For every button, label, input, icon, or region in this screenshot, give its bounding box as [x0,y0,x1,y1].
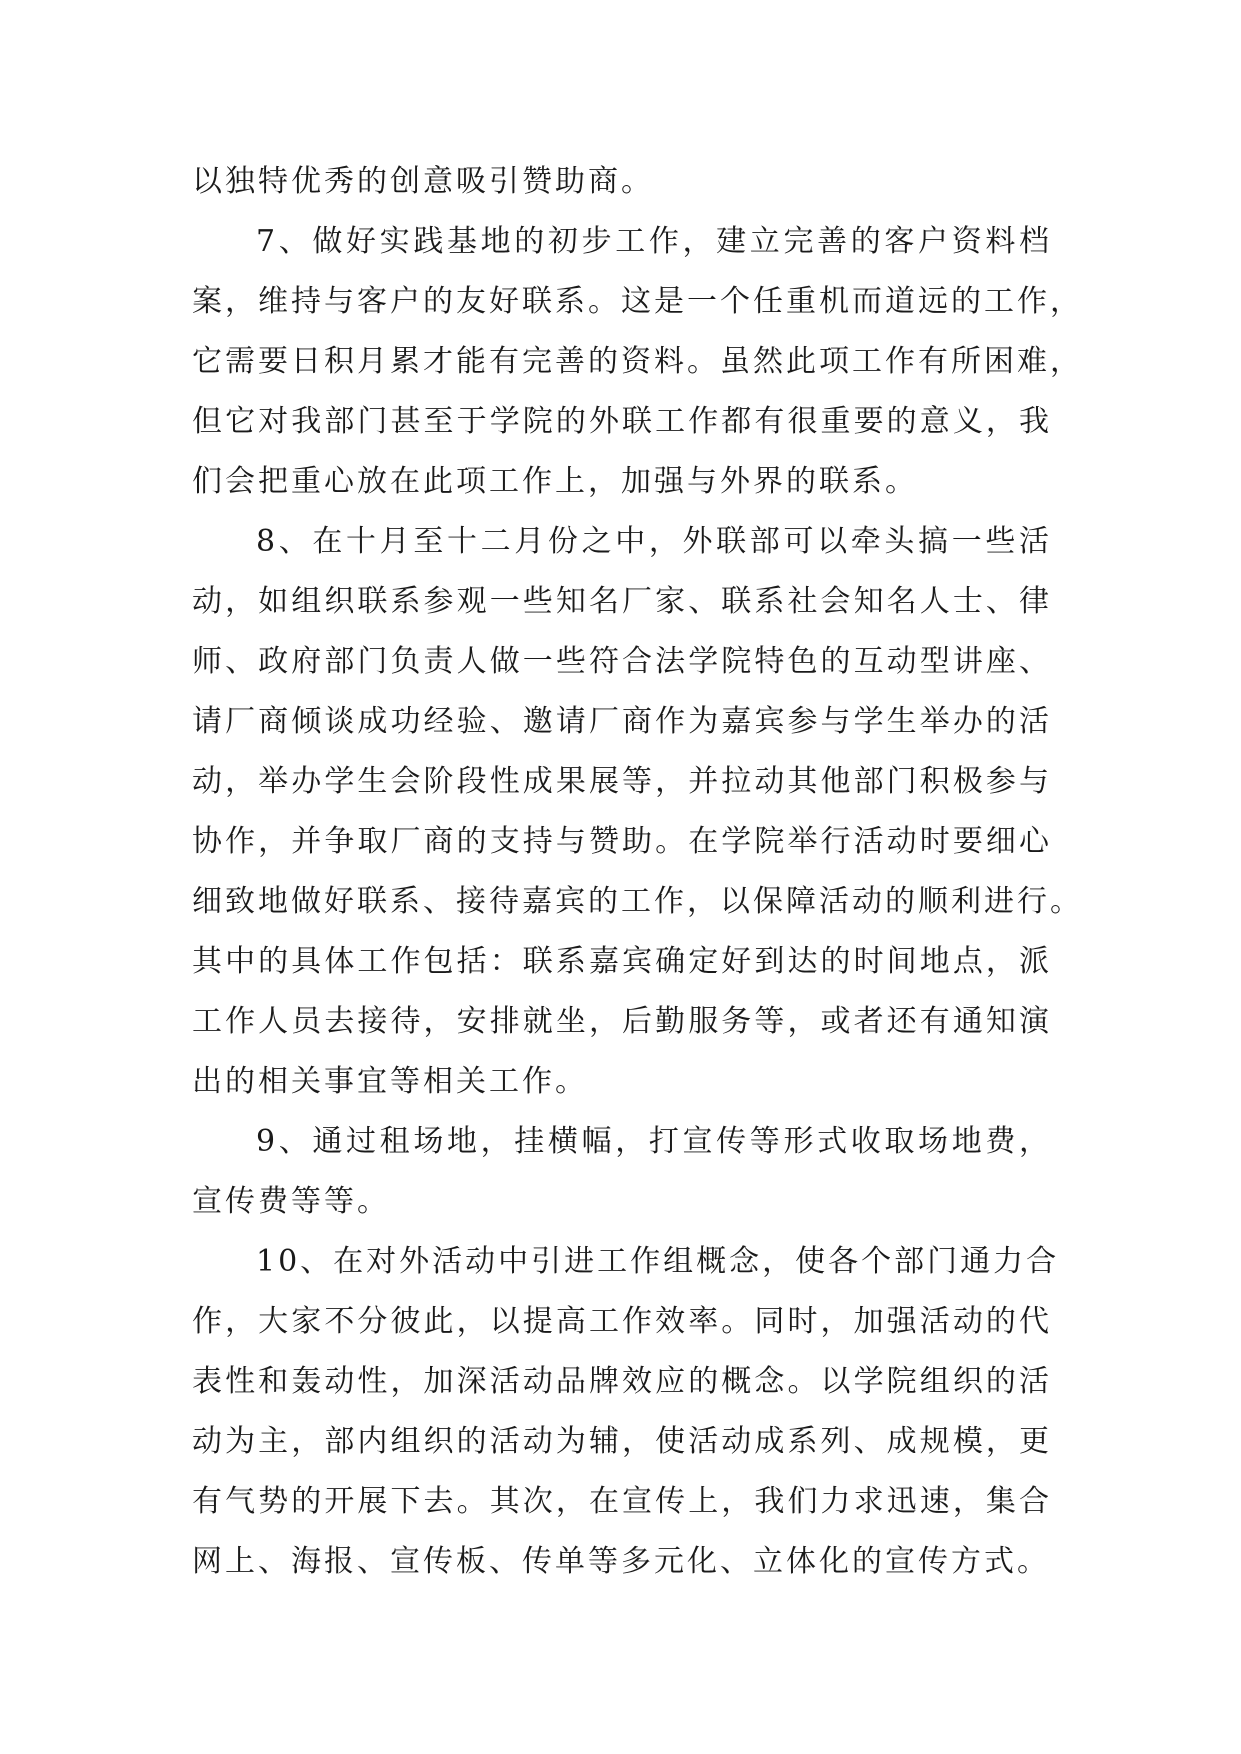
document-body [192,152,1083,1592]
text-line: 协作，并争取厂商的支持与赞助。在学院举行活动时要细心 [192,824,1052,859]
paragraph-8-start: 8、在十月至十二月份之中，外联部可以牵头搞一些活 [256,524,1052,559]
text-line: 们会把重心放在此项工作上，加强与外界的联系。 [192,464,918,499]
text-line: 以独特优秀的创意吸引赞助商。 [192,164,654,199]
text-line: 动，如组织联系参观一些知名厂家、联系社会知名人士、律 [192,584,1052,619]
text-line: 请厂商倾谈成功经验、邀请厂商作为嘉宾参与学生举办的活 [192,704,1052,739]
text-line: 细致地做好联系、接待嘉宾的工作，以保障活动的顺利进行。 [192,884,1083,919]
text-line: 其中的具体工作包括：联系嘉宾确定好到达的时间地点，派 [192,944,1052,979]
text-line: 宣传费等等。 [192,1184,390,1219]
text-line: 作，大家不分彼此，以提高工作效率。同时，加强活动的代 [192,1304,1052,1339]
text-line: 动，举办学生会阶段性成果展等，并拉动其他部门积极参与 [192,764,1052,799]
text-line: 出的相关事宜等相关工作。 [192,1064,588,1099]
text-line: 它需要日积月累才能有完善的资料。虽然此项工作有所困难， [192,344,1083,379]
text-line: 表性和轰动性，加深活动品牌效应的概念。以学院组织的活 [192,1364,1052,1399]
paragraph-7-start: 7、做好实践基地的初步工作，建立完善的客户资料档 [256,224,1052,259]
text-line: 工作人员去接待，安排就坐，后勤服务等，或者还有通知演 [192,1004,1052,1039]
text-line: 案，维持与客户的友好联系。这是一个任重机而道远的工作， [192,284,1083,319]
text-line: 网上、海报、宣传板、传单等多元化、立体化的宣传方式。 [192,1544,1050,1579]
text-line: 师、政府部门负责人做一些符合法学院特色的互动型讲座、 [192,644,1052,679]
text-line: 有气势的开展下去。其次，在宣传上，我们力求迅速，集合 [192,1484,1052,1519]
paragraph-9-start: 9、通过租场地，挂横幅，打宣传等形式收取场地费， [256,1124,1052,1159]
paragraph-10-start: 10、在对外活动中引进工作组概念，使各个部门通力合 [256,1244,1060,1279]
text-line: 动为主，部内组织的活动为辅，使活动成系列、成规模，更 [192,1424,1052,1459]
text-line: 但它对我部门甚至于学院的外联工作都有很重要的意义，我 [192,404,1052,439]
